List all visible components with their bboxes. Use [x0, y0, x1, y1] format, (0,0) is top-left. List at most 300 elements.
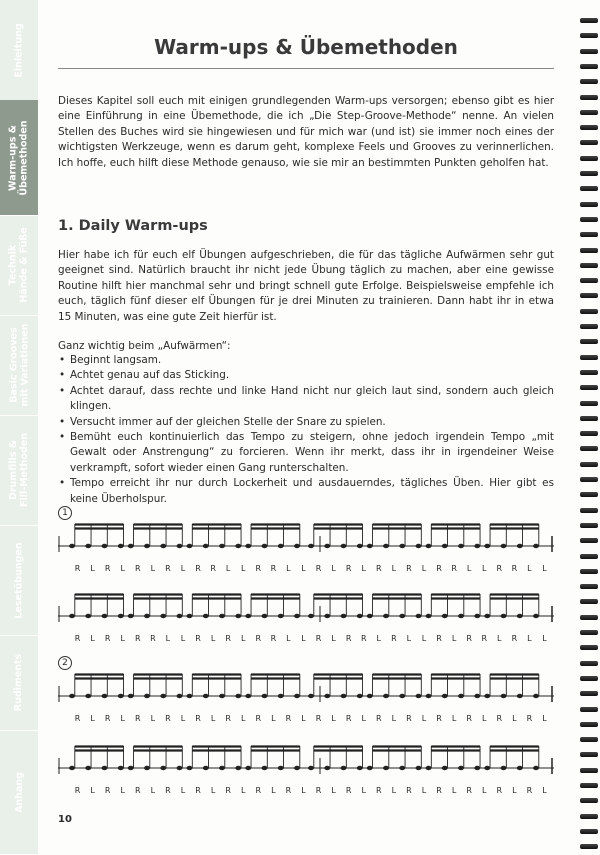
sticking-letter: R [74, 564, 81, 573]
note-head [245, 694, 251, 698]
sticking-letter: R [195, 714, 201, 723]
binding-ring [580, 477, 598, 482]
chapter-tabs [0, 0, 38, 854]
sticking-letter: L [90, 564, 95, 573]
note-head [294, 766, 300, 770]
sticking-letter: R [526, 714, 533, 723]
tips-heading: Ganz wichtig beim „Aufwärmen“: [58, 340, 231, 352]
sticking-letter: L [466, 564, 472, 573]
note-head [102, 544, 108, 548]
binding-ring [580, 171, 598, 176]
note-head [426, 694, 432, 698]
sticking-letter: R [195, 786, 201, 795]
binding-ring [580, 18, 598, 23]
note-head [308, 544, 314, 548]
sticking-letter: L [376, 634, 382, 643]
note-head [245, 766, 251, 770]
binding-ring [580, 248, 598, 253]
note-head [203, 694, 209, 698]
binding-ring [580, 569, 598, 574]
sticking-letter: R [225, 634, 231, 643]
tip-item: • Versucht immer auf der gleichen Stelle der Snare zu spielen. [58, 415, 554, 430]
binding-ring [580, 232, 598, 237]
chapter-tab[interactable] [0, 0, 38, 101]
note-head [203, 544, 209, 548]
chapter-tab-label: Lesetübungen [13, 541, 25, 619]
sticking-letter: L [391, 714, 397, 723]
sticking-letter: R [391, 634, 397, 643]
chapter-tab[interactable] [0, 215, 38, 316]
note-head [357, 544, 363, 548]
note-head [442, 766, 448, 770]
binding-ring [580, 416, 598, 421]
note-head [341, 544, 347, 548]
sticking-letter: R [195, 564, 201, 573]
chapter-tab[interactable] [0, 525, 38, 636]
sticking-letter: R [270, 634, 277, 643]
binding-ring [580, 462, 598, 467]
sticking-letter: L [240, 714, 246, 723]
page-title: Warm-ups & Übemethoden [154, 35, 458, 59]
sticking-letter: R [511, 634, 518, 643]
note-head [177, 766, 183, 770]
sticking-letter: R [436, 786, 442, 795]
binding-ring [580, 339, 598, 344]
note-head [458, 694, 464, 698]
sticking-letter: L [210, 786, 216, 795]
note-head [324, 614, 330, 618]
note-head [144, 694, 150, 698]
note-head [501, 544, 507, 548]
note-head [341, 766, 347, 770]
sticking-letter: L [361, 564, 366, 573]
sticking-letter: R [104, 634, 111, 643]
sticking-letter: L [512, 714, 517, 723]
sticking-letter: R [436, 634, 442, 643]
sticking-letter: L [301, 786, 306, 795]
exercise-number: 1 [58, 506, 72, 520]
note-head [416, 694, 422, 698]
note-head [187, 614, 193, 618]
note-head [426, 766, 432, 770]
sticking-letter: L [240, 564, 246, 573]
sticking-letter: L [481, 786, 487, 795]
note-head [474, 766, 480, 770]
binding-ring [580, 538, 598, 543]
binding-ring [580, 95, 598, 100]
sticking-letter: R [165, 786, 171, 795]
note-head [517, 766, 523, 770]
note-head [203, 614, 209, 618]
note-head [219, 544, 225, 548]
section-heading: 1. Daily Warm-ups [58, 218, 208, 234]
note-head [458, 766, 464, 770]
note-head [517, 694, 523, 698]
note-head [517, 544, 523, 548]
binding-ring [580, 752, 598, 757]
sticking-letter: R [526, 786, 533, 795]
sticking-letter: R [315, 634, 322, 643]
note-head [235, 766, 241, 770]
note-head [501, 614, 507, 618]
note-head [426, 544, 432, 548]
note-head [278, 766, 284, 770]
binding-ring [580, 431, 598, 436]
sticking-letter: R [466, 634, 472, 643]
sticking-letter: L [165, 634, 171, 643]
note-head [128, 766, 134, 770]
sticking-letter: R [345, 786, 352, 795]
sticking-letter: L [421, 634, 427, 643]
note-head [262, 766, 268, 770]
note-head [501, 694, 507, 698]
note-head [187, 766, 193, 770]
tip-item: • Bemüht euch kontinuierlich das Tempo zu steigern, ohne jedoch irgendein Tempo „mit Gewalt oder Anstrengung“ zu forcieren. Wenn ihr merkt, dass ihr in irgendeiner Weise verkrampft, sofort wieder einen Gang runterschalten. [58, 430, 554, 476]
sticking-letter: R [285, 714, 292, 723]
sticking-letter: R [360, 634, 367, 643]
chapter-tab-label: Drumfills & Fill-Methoden [8, 433, 30, 507]
binding-ring [580, 844, 598, 849]
sticking-letter: L [180, 714, 186, 723]
sticking-letter: R [135, 634, 141, 643]
note-head [85, 544, 91, 548]
note-head [278, 694, 284, 698]
sticking-letter: L [150, 786, 156, 795]
note-head [367, 544, 373, 548]
note-head [533, 766, 539, 770]
sticking-letter: L [120, 634, 125, 643]
sticking-letter: L [90, 634, 95, 643]
sticking-letter: L [527, 634, 532, 643]
binding-ring [580, 645, 598, 650]
binding-ring [580, 309, 598, 314]
note-head [177, 544, 183, 548]
sticking-letter: L [150, 714, 156, 723]
note-head [278, 614, 284, 618]
sticking-letter: R [315, 786, 322, 795]
sticking-letter: L [240, 634, 246, 643]
sticking-letter: L [451, 634, 457, 643]
note-head [501, 766, 507, 770]
sticking-letter: R [150, 634, 156, 643]
sticking-letter: R [255, 786, 262, 795]
sticking-letter: R [285, 786, 292, 795]
note-head [177, 694, 183, 698]
note-head [235, 694, 241, 698]
sticking-letter: R [74, 634, 81, 643]
note-head [85, 614, 91, 618]
note-head [118, 766, 124, 770]
note-head [219, 766, 225, 770]
sticking-letter: L [301, 634, 306, 643]
sticking-letter: L [527, 564, 532, 573]
exercise-number: 2 [58, 656, 72, 670]
note-head [416, 544, 422, 548]
sticking-letter: R [255, 564, 262, 573]
binding-ring [580, 186, 598, 191]
note-head [308, 766, 314, 770]
sticking-letter: L [225, 564, 231, 573]
sticking-letter: L [331, 714, 336, 723]
note-head [102, 766, 108, 770]
note-head [399, 614, 405, 618]
sticking-letter: L [271, 714, 276, 723]
note-head [383, 544, 389, 548]
binding-ring [580, 110, 598, 115]
note-head [144, 614, 150, 618]
sticking-letter: L [406, 634, 412, 643]
note-head [383, 614, 389, 618]
note-head [474, 614, 480, 618]
note-head [160, 544, 166, 548]
binding-ring [580, 324, 598, 329]
sticking-letter: L [180, 786, 186, 795]
sticking-letter: R [376, 714, 382, 723]
note-head [203, 766, 209, 770]
binding-ring [580, 630, 598, 635]
sticking-letter: R [270, 564, 277, 573]
chapter-tab-label: Basic Grooves mit Variationen [8, 323, 30, 407]
intro-paragraph: Dieses Kapitel soll euch mit einigen grundlegenden Warm-ups versorgen; ebenso gibt es hier eine Einführung in eine Übemethode, die ich „Die Step-Groove-Methode“ nenne. An vielen Stellen des Buches wird sie hingewiesen und für mich war (und ist) sie immer noch eines der wichtigsten Werkzeuge, wenn es darum geht, komplexe Feels und Grooves zu verinnerlichen. Ich hoffe, euch hilft diese Methode genauso, wie sie mir an bestimmten Punkten geholfen hat. [58, 95, 554, 169]
binding-ring [580, 661, 598, 666]
note-head [357, 766, 363, 770]
sticking-letter: L [451, 714, 457, 723]
page-number: 10 [58, 814, 72, 825]
binding-ring [580, 783, 598, 788]
sticking-letter: L [542, 714, 547, 723]
binding-ring [580, 691, 598, 696]
note-head [484, 614, 490, 618]
sticking-letter: R [451, 564, 457, 573]
binding-ring [580, 599, 598, 604]
sticking-letter: R [436, 714, 442, 723]
note-head [144, 766, 150, 770]
chapter-tab-label: Rudiments [13, 653, 25, 712]
note-head [118, 614, 124, 618]
note-head [399, 766, 405, 770]
note-head [367, 766, 373, 770]
note-head [533, 694, 539, 698]
note-head [69, 544, 75, 548]
binding-ring [580, 508, 598, 513]
note-head [69, 614, 75, 618]
sticking-letter: R [195, 634, 201, 643]
sticking-letter: R [345, 564, 352, 573]
sticking-letter: L [421, 564, 427, 573]
sticking-letter: R [436, 564, 442, 573]
notation-staff [58, 744, 554, 804]
binding-ring [580, 676, 598, 681]
note-head [262, 544, 268, 548]
binding-ring [580, 446, 598, 451]
note-head [294, 694, 300, 698]
note-head [128, 694, 134, 698]
sticking-letter: R [255, 634, 262, 643]
sticking-letter: R [496, 564, 503, 573]
note-head [341, 694, 347, 698]
sticking-letter: L [301, 564, 306, 573]
sticking-letter: L [331, 786, 336, 795]
binding-ring [580, 554, 598, 559]
binding-ring [580, 401, 598, 406]
binding-ring [580, 293, 598, 298]
sticking-letter: L [481, 714, 487, 723]
sticking-letter: L [512, 786, 517, 795]
note-head [383, 766, 389, 770]
sticking-letter: L [90, 786, 95, 795]
binding-ring [580, 355, 598, 360]
binding-ring [580, 615, 598, 620]
note-head [245, 544, 251, 548]
binding-ring [580, 584, 598, 589]
sticking-letter: L [481, 564, 487, 573]
note-head [294, 614, 300, 618]
sticking-letter: R [165, 564, 171, 573]
sticking-row [70, 564, 552, 573]
sticking-letter: L [240, 786, 246, 795]
sticking-letter: R [466, 714, 472, 723]
note-head [85, 766, 91, 770]
chapter-tab[interactable] [0, 100, 38, 216]
sticking-letter: R [466, 786, 472, 795]
sticking-letter: R [345, 634, 352, 643]
note-head [399, 544, 405, 548]
notation-staff [58, 592, 554, 652]
tip-item: • Tempo erreicht ihr nur durch Lockerheit und ausdauerndes, tägliches Üben. Hier gibt es keine Überholspur. [58, 476, 554, 507]
note-head [219, 694, 225, 698]
sticking-letter: L [391, 786, 397, 795]
sticking-letter: L [180, 564, 186, 573]
note-head [69, 766, 75, 770]
note-head [367, 694, 373, 698]
note-head [128, 544, 134, 548]
sticking-letter: R [481, 634, 487, 643]
sticking-letter: R [315, 714, 322, 723]
note-head [128, 614, 134, 618]
sticking-letter: L [210, 634, 216, 643]
note-head [294, 544, 300, 548]
sticking-letter: L [301, 714, 306, 723]
sticking-letter: L [421, 786, 427, 795]
sticking-letter: R [255, 714, 262, 723]
sticking-letter: R [345, 714, 352, 723]
tips-list [58, 353, 554, 507]
binding-ring [580, 829, 598, 834]
sticking-letter: R [104, 786, 111, 795]
note-head [262, 694, 268, 698]
sticking-letter: R [406, 714, 412, 723]
sticking-letter: L [542, 786, 547, 795]
note-head [102, 614, 108, 618]
note-head [533, 614, 539, 618]
binding-ring [580, 156, 598, 161]
binding-ring [580, 370, 598, 375]
note-head [399, 694, 405, 698]
note-head [416, 614, 422, 618]
note-head [235, 614, 241, 618]
sticking-letter: L [361, 786, 366, 795]
sticking-letter: R [225, 786, 231, 795]
sticking-letter: L [180, 634, 186, 643]
binding-ring [580, 64, 598, 69]
sticking-letter: L [150, 564, 156, 573]
sticking-letter: R [74, 714, 81, 723]
sticking-letter: L [542, 634, 547, 643]
binding-ring [580, 523, 598, 528]
sticking-letter: R [511, 564, 518, 573]
sticking-letter: L [361, 714, 366, 723]
sticking-letter: R [376, 786, 382, 795]
binding-ring [580, 49, 598, 54]
sticking-letter: R [376, 564, 382, 573]
sticking-letter: R [406, 786, 412, 795]
chapter-tab-label: Technik Hände & Füße [8, 227, 31, 303]
binding-ring [580, 722, 598, 727]
binding-ring [580, 814, 598, 819]
sticking-letter: R [225, 714, 231, 723]
binding-ring [580, 140, 598, 145]
chapter-tab[interactable] [0, 415, 38, 526]
chapter-tab-label: Einleitung [13, 22, 25, 78]
note-head [442, 544, 448, 548]
chapter-tab[interactable] [0, 635, 38, 731]
sticking-letter: L [120, 564, 125, 573]
chapter-tab[interactable] [0, 730, 38, 855]
note-head [177, 614, 183, 618]
note-head [262, 614, 268, 618]
binding-ring [580, 278, 598, 283]
binding-ring [580, 707, 598, 712]
binding-ring [580, 263, 598, 268]
binding-ring [580, 202, 598, 207]
note-head [357, 614, 363, 618]
note-head [474, 694, 480, 698]
note-head [442, 694, 448, 698]
note-head [442, 614, 448, 618]
note-head [187, 544, 193, 548]
binding-ring [580, 33, 598, 38]
note-head [144, 544, 150, 548]
binding-ring [580, 125, 598, 130]
note-head [367, 614, 373, 618]
sticking-letter: L [542, 564, 547, 573]
note-head [426, 614, 432, 618]
tip-item: • Beginnt langsam. [58, 353, 554, 368]
note-head [187, 694, 193, 698]
chapter-tab[interactable] [0, 315, 38, 416]
section-paragraph: Hier habe ich für euch elf Übungen aufgeschrieben, die für das tägliche Aufwärmen sehr gut geeignet sind. Natürlich braucht ihr nicht jede Übung täglich zu machen, aber eine gewisse Routine hilft hier manchmal sehr und bringt schnell gute Erfolge. Beispielsweise empfehle ich euch, täglich fünf dieser elf Übungen für je drei Minuten zu trainieren. Dann habt ihr in etwa 15 Minuten, was eine gute Zeit hierfür ist. [58, 249, 554, 323]
sticking-letter: R [210, 564, 216, 573]
sticking-letter: L [391, 564, 397, 573]
sticking-letter: L [271, 786, 276, 795]
spiral-binding [578, 0, 600, 854]
sticking-letter: L [331, 634, 336, 643]
binding-ring [580, 79, 598, 84]
note-head [484, 694, 490, 698]
tip-item: • Achtet genau auf das Sticking. [58, 368, 554, 383]
sticking-letter: R [135, 564, 141, 573]
title-divider [58, 68, 554, 69]
note-head [474, 544, 480, 548]
sticking-letter: R [74, 786, 81, 795]
note-head [219, 614, 225, 618]
chapter-tab-label: Warm-ups & Übemethoden [8, 119, 31, 196]
note-head [69, 694, 75, 698]
tip-item: • Achtet darauf, dass rechte und linke Hand nicht nur gleich laut sind, sondern auch gleich klingen. [58, 384, 554, 415]
note-head [458, 614, 464, 618]
note-head [235, 544, 241, 548]
note-head [324, 544, 330, 548]
